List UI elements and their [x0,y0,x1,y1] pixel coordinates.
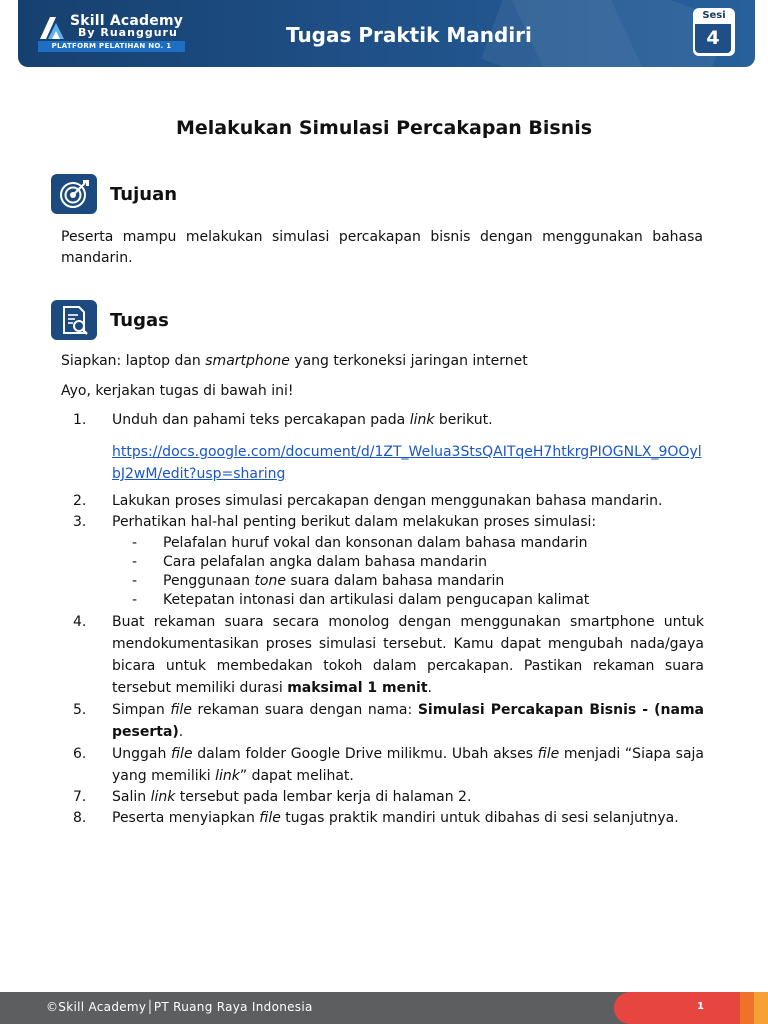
task-item [61,699,704,743]
sub-item-text: suara dalam bahasa mandarin [285,573,505,589]
prep-emphasis: smartphone [205,353,290,369]
task-bold: Simulasi Percakapan Bisnis - (nama peserta) [112,702,704,740]
task-item [61,491,704,512]
task-number: 3. [73,514,87,530]
section-heading-tujuan: Tujuan [110,184,178,205]
task-item [61,512,704,610]
task-text: Salin [112,789,151,805]
sub-list [112,534,704,610]
task-item [61,808,704,829]
task-number: 8. [73,810,87,826]
page-title: Melakukan Simulasi Percakapan Bisnis [175,117,593,139]
document-link[interactable]: https://docs.google.com/document/d/1ZT_Welua3StsQAITqeH7htkrgPIOGNLX_9OOylbJ2wM/edit?usp=sharing [112,444,702,482]
task-text: tersebut pada lembar kerja di halaman 2. [175,789,472,805]
task-number: 7. [73,789,87,805]
sub-item-text: Penggunaan [163,573,255,589]
task-text: berikut. [434,412,493,428]
task-text: Unduh dan pahami teks percakapan pada [112,412,410,428]
task-number: 2. [73,493,87,509]
footer-accent [754,992,768,1024]
tujuan-text: Peserta mampu melakukan simulasi percakapan bisnis dengan menggunakan bahasa mandarin. [61,229,703,266]
task-text: Perhatikan hal-hal penting berikut dalam melakukan proses simulasi: [112,514,597,530]
sub-item: - Penggunaan tone suara dalam bahasa mandarin [132,573,505,589]
prep-text: yang terkoneksi jaringan internet [289,353,528,369]
task-text: Simpan file rekaman suara dengan nama: Simulasi Percakapan Bisnis - (nama peserta). [112,702,704,740]
task-number: 5. [73,702,87,718]
task-intro: Ayo, kerjakan tugas di bawah ini! [61,383,294,399]
task-number: 4. [73,614,87,630]
preparation-text [61,351,703,372]
sub-item-text: Pelafalan huruf vokal dan konsonan dalam bahasa mandarin [163,535,588,551]
prep-text: Siapkan: laptop dan [61,353,206,369]
task-text: Peserta menyiapkan [112,810,260,826]
header-banner [18,0,755,67]
section-heading-tugas: Tugas [110,310,169,331]
task-item [61,410,704,485]
target-icon [51,174,97,214]
task-bold: maksimal 1 menit [287,680,428,696]
footer-copyright: ©Skill Academy│PT Ruang Raya Indonesia [46,1000,313,1014]
sub-item: - Ketepatan intonasi dan artikulasi dalam pengucapan kalimat [132,592,590,608]
sub-item-text: Cara pelafalan angka dalam bahasa mandarin [163,554,487,570]
skill-academy-logo [38,13,208,55]
sub-item: - Pelafalan huruf vokal dan konsonan dalam bahasa mandarin [132,535,588,551]
logo-mark-icon [38,15,66,41]
session-label: Sesi [702,10,726,21]
task-emphasis: file [259,810,281,826]
footer-accent [740,992,754,1024]
footer-accent [614,992,754,1024]
task-item [61,787,704,808]
task-item [61,743,704,787]
task-emphasis: link [150,789,176,805]
sub-item-text: Ketepatan intonasi dan artikulasi dalam pengucapan kalimat [163,592,590,608]
page-number: 1 [697,1001,704,1012]
brand-tagline: PLATFORM PELATIHAN NO. 1 [38,41,185,52]
task-number: 1. [73,412,87,428]
sub-item-emphasis: tone [254,573,286,589]
task-list [61,410,704,829]
sub-item: - Cara pelafalan angka dalam bahasa mandarin [132,554,487,570]
document-search-icon [51,300,97,340]
brand-sub: By Ruangguru [78,26,178,39]
task-text: Buat rekaman suara secara monolog dengan menggunakan smartphone untuk mendokumentasikan proses simulasi tersebut. Kamu dapat mengubah nada/gaya bicara untuk membedakan tokoh dalam percakapan. Pastikan rekaman suara tersebut memiliki durasi maksimal 1 menit. [112,614,704,696]
task-text: Unggah file dalam folder Google Drive milikmu. Ubah akses file menjadi “Siapa saja yang memiliki link” dapat melihat. [112,746,705,784]
task-text: Lakukan proses simulasi percakapan dengan menggunakan bahasa mandarin. [112,493,663,509]
footer-bar [0,992,768,1024]
session-badge [693,8,735,56]
task-text: tugas praktik mandiri untuk dibahas di sesi selanjutnya. [280,810,679,826]
task-item [61,611,704,699]
task-emphasis: link [409,412,435,428]
header-title: Tugas Praktik Mandiri [286,23,532,47]
task-number: 6. [73,746,87,762]
session-number: 4 [695,24,731,53]
brand-name: Skill Academy [70,13,184,29]
